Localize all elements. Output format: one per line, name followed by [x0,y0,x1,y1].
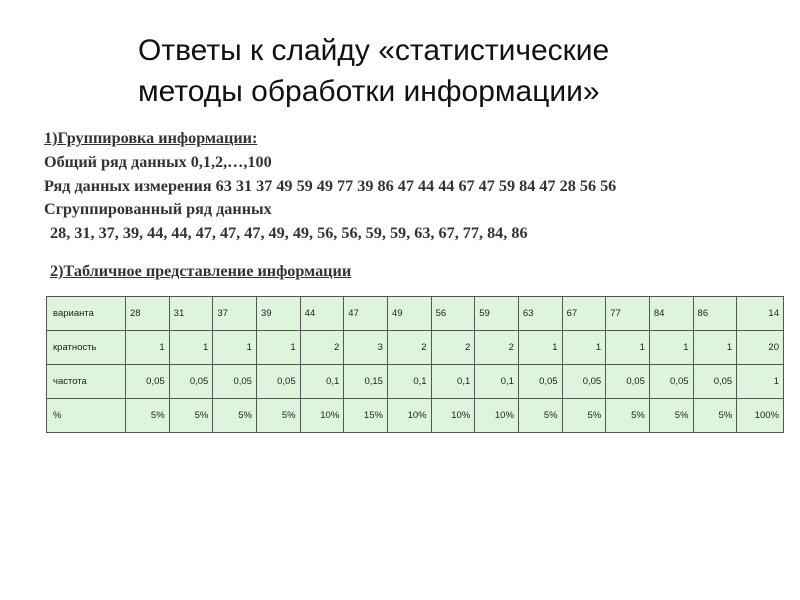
table-cell: 49 [387,297,431,331]
table-cell: 47 [344,297,388,331]
table-cell: 0,05 [518,365,562,399]
table-cell: 0,05 [649,365,693,399]
table-cell: 0,1 [475,365,519,399]
section-1-heading: 1)Группировка информации: [44,129,258,147]
table-cell: 0,05 [213,365,257,399]
grouped-series-label: Сгруппированный ряд данных [44,200,272,219]
table-cell: 2 [431,331,475,365]
table-cell: 86 [693,297,737,331]
table-cell: 0,05 [126,365,170,399]
table-cell: 5% [213,399,257,433]
table-cell: 1 [606,331,650,365]
table-cell: 1 [649,331,693,365]
slide-title-line-2: методы обработки информации» [138,75,600,108]
percent-row [47,399,784,433]
row-header-cell: кратность [47,331,126,365]
table-cell: 1 [518,331,562,365]
table-cell: 5% [126,399,170,433]
frequency-row [47,365,784,399]
section-2-heading: 2)Табличное представление информации [50,262,352,280]
table-cell: 0,05 [169,365,213,399]
slide-title [138,30,609,112]
grouped-series-values: 28, 31, 37, 39, 44, 44, 47, 47, 47, 49, 49, 56, 56, 59, 59, 63, 67, 77, 84, 86 [50,224,528,243]
measured-series-text: Ряд данных измерения 63 31 37 49 59 49 77 39 86 47 44 44 67 47 59 84 47 28 56 56 [44,176,617,195]
variant-row [47,297,784,331]
table-cell: 1 [213,331,257,365]
table-cell: 0,1 [300,365,344,399]
table-cell: 39 [256,297,300,331]
table-cell: 2 [300,331,344,365]
row-header-cell: % [47,399,126,433]
table-cell: 10% [300,399,344,433]
table-cell: 5% [693,399,737,433]
table-cell: 10% [431,399,475,433]
general-series-text: Общий ряд данных 0,1,2,…,100 [44,152,272,171]
table-cell: 3 [344,331,388,365]
table-cell: 0,05 [256,365,300,399]
table-cell: 63 [518,297,562,331]
table-cell: 0,05 [562,365,606,399]
table-cell: 15% [344,399,388,433]
table-cell: 31 [169,297,213,331]
table-cell: 1 [256,331,300,365]
table-cell: 37 [213,297,257,331]
slide-title-line-1: Ответы к слайду «статистические [138,34,610,67]
table-cell: 0,05 [693,365,737,399]
row-header-cell: частота [47,365,126,399]
table-cell: 77 [606,297,650,331]
table-cell: 5% [169,399,213,433]
table-cell: 14 [737,297,784,331]
table-cell: 5% [562,399,606,433]
table-cell: 5% [606,399,650,433]
table-cell: 0,1 [431,365,475,399]
table-cell: 1 [562,331,606,365]
table-cell: 28 [126,297,170,331]
table-cell: 2 [387,331,431,365]
table-cell: 1 [126,331,170,365]
table-cell: 1 [693,331,737,365]
table-cell: 67 [562,297,606,331]
table-cell: 0,15 [344,365,388,399]
table-cell: 1 [169,331,213,365]
table-cell: 10% [387,399,431,433]
grouping-section [44,127,616,246]
table-cell: 5% [518,399,562,433]
table-cell: 84 [649,297,693,331]
table-cell: 5% [256,399,300,433]
table-cell: 0,1 [387,365,431,399]
table-cell: 0,05 [606,365,650,399]
table-cell: 59 [475,297,519,331]
table-cell: 5% [649,399,693,433]
count-row [47,331,784,365]
table-cell: 2 [475,331,519,365]
table-cell: 1 [737,365,784,399]
table-cell: 56 [431,297,475,331]
table-cell: 44 [300,297,344,331]
table-cell: 100% [737,399,784,433]
table-cell: 20 [737,331,784,365]
frequency-table [46,296,784,433]
row-header-cell: варианта [47,297,126,331]
frequency-table-body [47,297,784,433]
table-cell: 10% [475,399,519,433]
